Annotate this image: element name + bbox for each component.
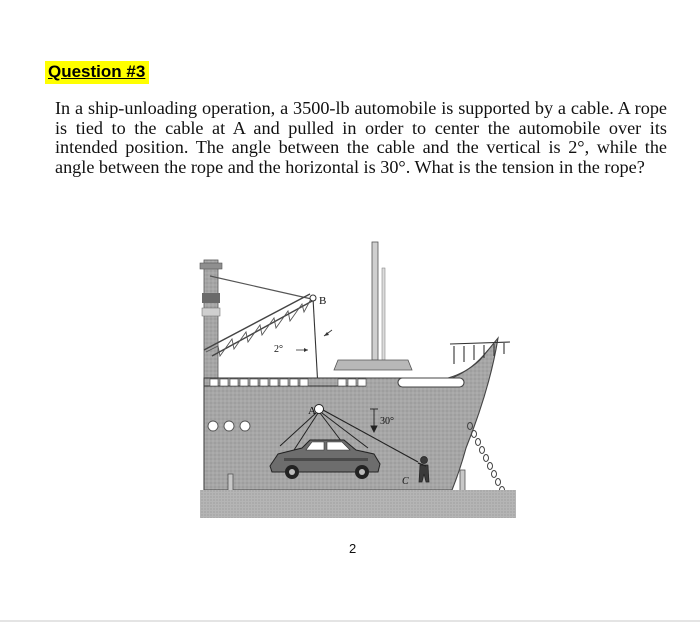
label-rope-angle: 30° (380, 416, 394, 427)
ship-unloading-figure (198, 238, 518, 520)
page-number: 2 (349, 541, 357, 556)
crane-boom (204, 276, 316, 356)
question-text: In a ship-unloading operation, a 3500-lb automobile is supported by a cable. A rope is tied to the cable at A and pulled in order to center the automobile over its intended position. The angle between the cable and the vertical is 2°, while the angle between the rope and the horizontal is 30°. What is the tension in the rope? (55, 98, 667, 177)
crane-mast (200, 260, 222, 388)
cable-angle-indicator (296, 330, 332, 352)
dock-ground (200, 490, 516, 518)
pulley-b (310, 295, 316, 301)
ship-mast (334, 242, 412, 370)
label-c: C (402, 476, 409, 487)
question-heading: Question #3 (45, 61, 149, 84)
label-b: B (319, 295, 327, 307)
label-a: A (308, 405, 316, 417)
label-cable-angle: 2° (274, 344, 283, 355)
bottom-divider (0, 620, 700, 622)
